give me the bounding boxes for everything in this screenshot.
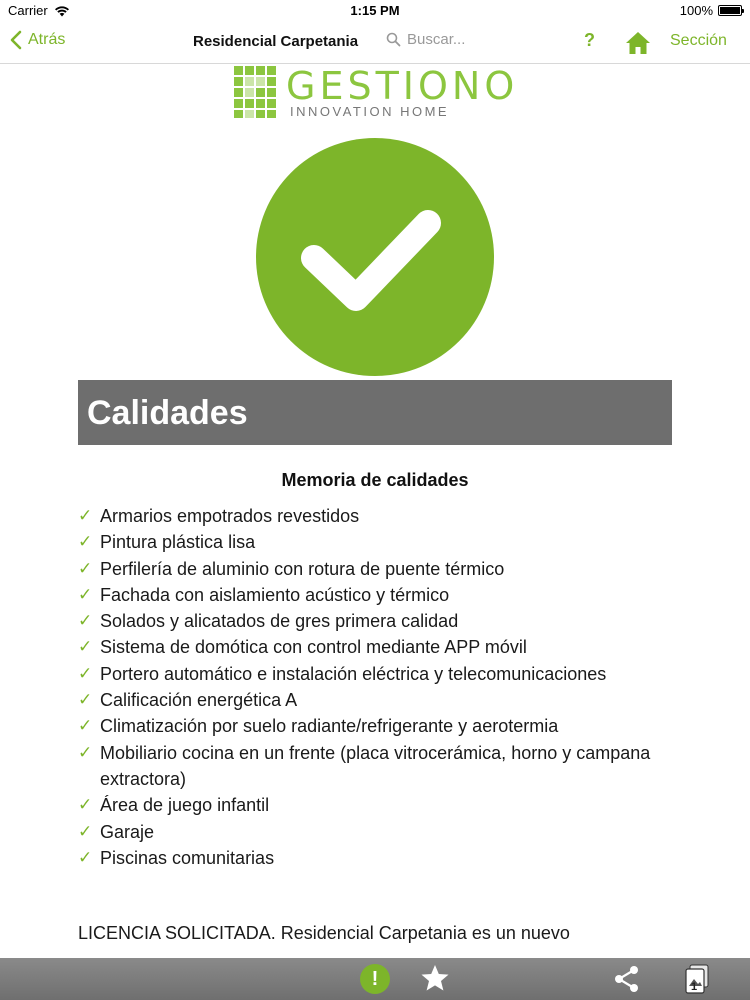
gallery-badge: 1 bbox=[691, 981, 698, 993]
gallery-button[interactable] bbox=[684, 964, 710, 1000]
list-item bbox=[78, 582, 678, 608]
list-item-text: Portero automático e instalación eléctrica y telecomunicaciones bbox=[100, 663, 607, 684]
list-item bbox=[78, 634, 678, 660]
status-time: 1:15 PM bbox=[350, 3, 400, 18]
home-icon bbox=[625, 31, 651, 55]
star-icon bbox=[420, 963, 450, 993]
list-item bbox=[78, 845, 678, 871]
share-icon bbox=[612, 964, 642, 994]
list-item bbox=[78, 819, 678, 845]
list-item-text: Climatización por suelo radiante/refrigerante y aerotermia bbox=[100, 716, 559, 737]
checkmark-icon: ✓ bbox=[78, 558, 93, 578]
checkmark-icon: ✓ bbox=[78, 795, 93, 815]
section-button[interactable]: Sección bbox=[670, 32, 727, 49]
check-circle-icon bbox=[256, 138, 494, 376]
battery-percent: 100% bbox=[679, 3, 713, 18]
search-field[interactable] bbox=[386, 31, 465, 48]
list-item-text: Fachada con aislamiento acústico y térmico bbox=[100, 584, 450, 605]
checkmark-icon: ✓ bbox=[78, 506, 93, 525]
list-item bbox=[78, 740, 678, 793]
list-item bbox=[78, 661, 678, 687]
company-logo bbox=[234, 66, 524, 122]
list-item-text: Piscinas comunitarias bbox=[100, 847, 275, 868]
checkmark-icon: ✓ bbox=[78, 847, 93, 867]
list-item bbox=[78, 608, 678, 634]
list-item-text: Calificación energética A bbox=[100, 690, 298, 711]
list-item bbox=[78, 713, 678, 739]
navigation-bar bbox=[0, 22, 750, 64]
checkmark-icon: ✓ bbox=[78, 742, 93, 762]
share-button[interactable] bbox=[612, 964, 642, 999]
back-label: Atrás bbox=[28, 31, 66, 48]
search-icon bbox=[386, 32, 401, 47]
battery-icon bbox=[718, 5, 742, 16]
chevron-left-icon bbox=[10, 30, 22, 50]
checkmark-icon: ✓ bbox=[78, 663, 93, 683]
home-button[interactable] bbox=[625, 31, 651, 60]
checkmark-icon: ✓ bbox=[78, 584, 93, 604]
list-item bbox=[78, 529, 678, 555]
list-item-text: Perfilería de aluminio con rotura de puente térmico bbox=[100, 558, 505, 579]
carrier-label: Carrier bbox=[8, 3, 48, 18]
status-bar bbox=[0, 0, 750, 22]
checkmark-icon: ✓ bbox=[78, 637, 93, 657]
list-item bbox=[78, 792, 678, 818]
list-item-text: Solados y alicatados de gres primera calidad bbox=[100, 611, 459, 632]
logo-mark-icon bbox=[234, 66, 276, 118]
logo-tagline: INNOVATION HOME bbox=[290, 104, 450, 119]
list-item-text: Sistema de domótica con control mediante APP móvil bbox=[100, 637, 527, 658]
checkmark-icon: ✓ bbox=[78, 716, 93, 736]
favorite-button[interactable] bbox=[420, 963, 450, 998]
memoria-title: Memoria de calidades bbox=[281, 470, 469, 490]
qualities-list bbox=[78, 503, 678, 871]
checkmark-icon: ✓ bbox=[78, 690, 93, 710]
checkmark-icon: ✓ bbox=[78, 611, 93, 631]
list-item-text: Área de juego infantil bbox=[100, 795, 270, 816]
help-button[interactable]: ? bbox=[584, 30, 595, 50]
list-item-text: Armarios empotrados revestidos bbox=[100, 506, 360, 526]
licence-text: LICENCIA SOLICITADA. Residencial Carpetania es un nuevo bbox=[78, 923, 570, 943]
battery-group bbox=[680, 3, 742, 18]
nav-title: Residencial Carpetania bbox=[193, 33, 359, 50]
search-placeholder: Buscar... bbox=[407, 31, 466, 48]
logo-wordmark: GESTIONO bbox=[286, 64, 519, 108]
list-item-text: Garaje bbox=[100, 821, 155, 842]
list-item-text: Pintura plástica lisa bbox=[100, 532, 256, 553]
bottom-toolbar bbox=[0, 958, 750, 1000]
back-button[interactable] bbox=[10, 30, 65, 50]
list-item-text: Mobiliario cocina en un frente (placa vitrocerámica, horno y campana extractora) bbox=[100, 742, 651, 789]
list-item bbox=[78, 556, 678, 582]
section-header: Calidades bbox=[78, 380, 672, 445]
list-item bbox=[78, 503, 678, 529]
checkmark-icon: ✓ bbox=[78, 532, 93, 552]
list-item bbox=[78, 687, 678, 713]
alert-button[interactable]: ! bbox=[360, 964, 390, 994]
checkmark-icon: ✓ bbox=[78, 821, 93, 841]
